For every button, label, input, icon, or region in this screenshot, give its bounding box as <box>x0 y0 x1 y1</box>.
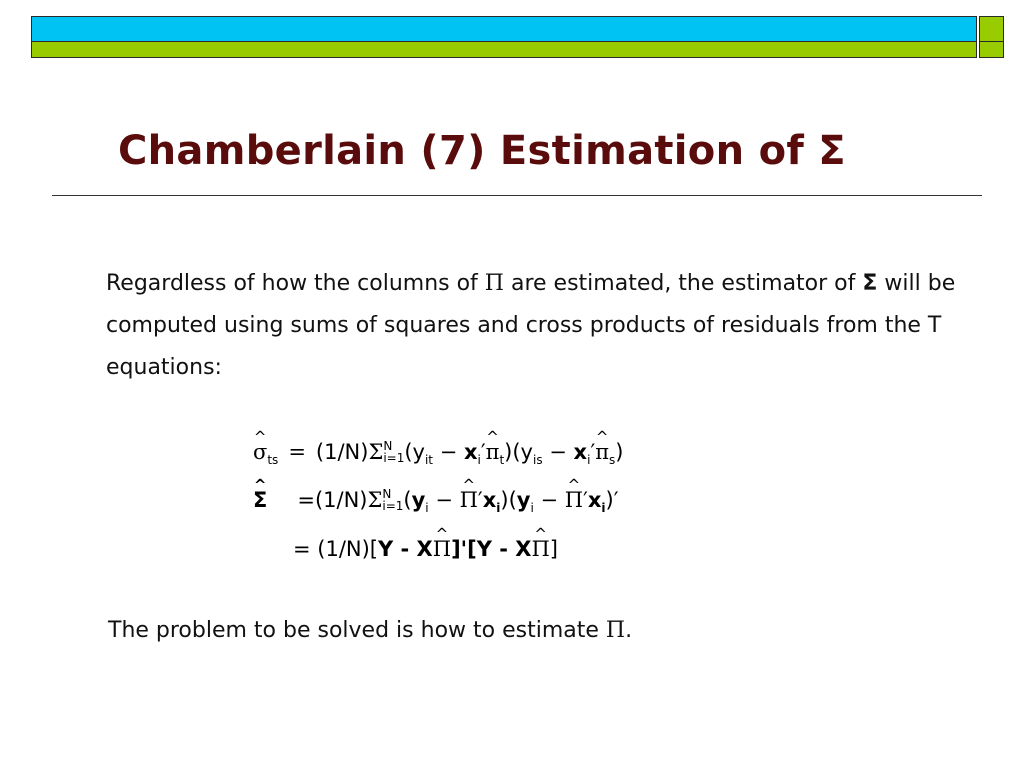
sum-lower: i=1 <box>383 451 405 465</box>
equation-matrix-form <box>293 537 558 561</box>
x-vector: x <box>587 488 602 512</box>
subscript-ts: ts <box>267 453 279 467</box>
header-square-top <box>979 16 1004 42</box>
pi-symbol: Π <box>484 271 504 296</box>
prime: ′ <box>480 440 486 464</box>
sigma-symbol: Σ <box>862 271 878 296</box>
subscript-t: t <box>499 453 505 467</box>
minus-sign: − <box>542 440 574 464</box>
y-vector: y <box>411 488 426 512</box>
title-divider <box>52 195 982 196</box>
sum-sign: Σ <box>368 440 384 464</box>
prime: ′ <box>583 488 588 512</box>
subscript-s: s <box>609 453 616 467</box>
term-mid: )( <box>500 488 517 512</box>
equals-sign: = <box>288 440 306 464</box>
prime: ′ <box>477 488 483 512</box>
header-square-bottom <box>979 42 1004 58</box>
lead-term: = (1/N)[ <box>293 537 378 561</box>
x-vector: x <box>463 440 478 464</box>
pi-hat: ^ π <box>486 440 500 464</box>
lead-term: (1/N) <box>315 440 369 464</box>
pi-symbol: Π <box>605 618 626 643</box>
sum-sign: Σ <box>367 488 383 512</box>
sum-upper: N <box>382 487 392 501</box>
x-vector: x <box>573 440 588 464</box>
closing-text-2: . <box>625 618 633 643</box>
minus-sign: − <box>433 440 464 464</box>
subscript-is: is <box>533 453 543 467</box>
sum-lower: i=1 <box>382 499 404 513</box>
subscript-i: i <box>530 501 534 515</box>
sigma-hat-bold: ^ Σ <box>253 488 267 512</box>
subscript-i: i <box>477 453 481 467</box>
minus-sign: − <box>533 488 565 512</box>
subscript-i: i <box>425 501 429 515</box>
header-bar-cyan <box>31 16 977 42</box>
term-close: ] <box>549 537 558 561</box>
equation-sigma-ts <box>253 440 624 467</box>
lead-term: (1/N) <box>314 488 368 512</box>
term-mid: )(y <box>504 440 533 464</box>
y-minus-x: Y - X <box>378 537 433 561</box>
minus-sign: − <box>428 488 460 512</box>
term-open: ( <box>403 488 412 512</box>
pi-hat-matrix: ^ Π <box>565 488 583 512</box>
term-close: )′ <box>605 488 619 512</box>
sum-limits <box>383 440 404 464</box>
term-mid: ]'[ <box>451 537 477 561</box>
pi-hat: ^ π <box>595 440 609 464</box>
pi-hat-matrix: ^ Π <box>531 537 549 561</box>
y-minus-x: Y - X <box>476 537 532 561</box>
subscript-i: i <box>601 501 606 515</box>
x-vector: x <box>482 488 497 512</box>
pi-hat-matrix: ^ Π <box>433 537 451 561</box>
term-close: ) <box>615 440 624 464</box>
sigma-hat: ^ σ <box>253 440 267 464</box>
para-text-1: Regardless of how the columns of <box>106 271 485 296</box>
subscript-i: i <box>587 453 591 467</box>
body-paragraph <box>106 263 986 389</box>
sum-upper: N <box>383 439 393 453</box>
header-bar-green <box>31 42 977 58</box>
pi-hat-matrix: ^ Π <box>460 488 478 512</box>
y-vector: y <box>516 488 531 512</box>
subscript-it: it <box>424 453 434 467</box>
subscript-i: i <box>496 501 501 515</box>
sum-limits <box>382 488 403 512</box>
prime: ′ <box>590 440 596 464</box>
closing-text-1: The problem to be solved is how to estimate <box>108 618 606 643</box>
equation-sigma-hat-matrix <box>253 488 619 515</box>
para-text-3: will be computed using sums of squares and cross products of residuals from the T equations: <box>106 271 956 380</box>
slide-title: Chamberlain (7) Estimation of Σ <box>118 128 846 174</box>
closing-sentence <box>108 618 632 643</box>
equals-sign: = <box>297 488 315 512</box>
para-text-2: are estimated, the estimator of <box>503 271 863 296</box>
term-open: (y <box>404 440 425 464</box>
